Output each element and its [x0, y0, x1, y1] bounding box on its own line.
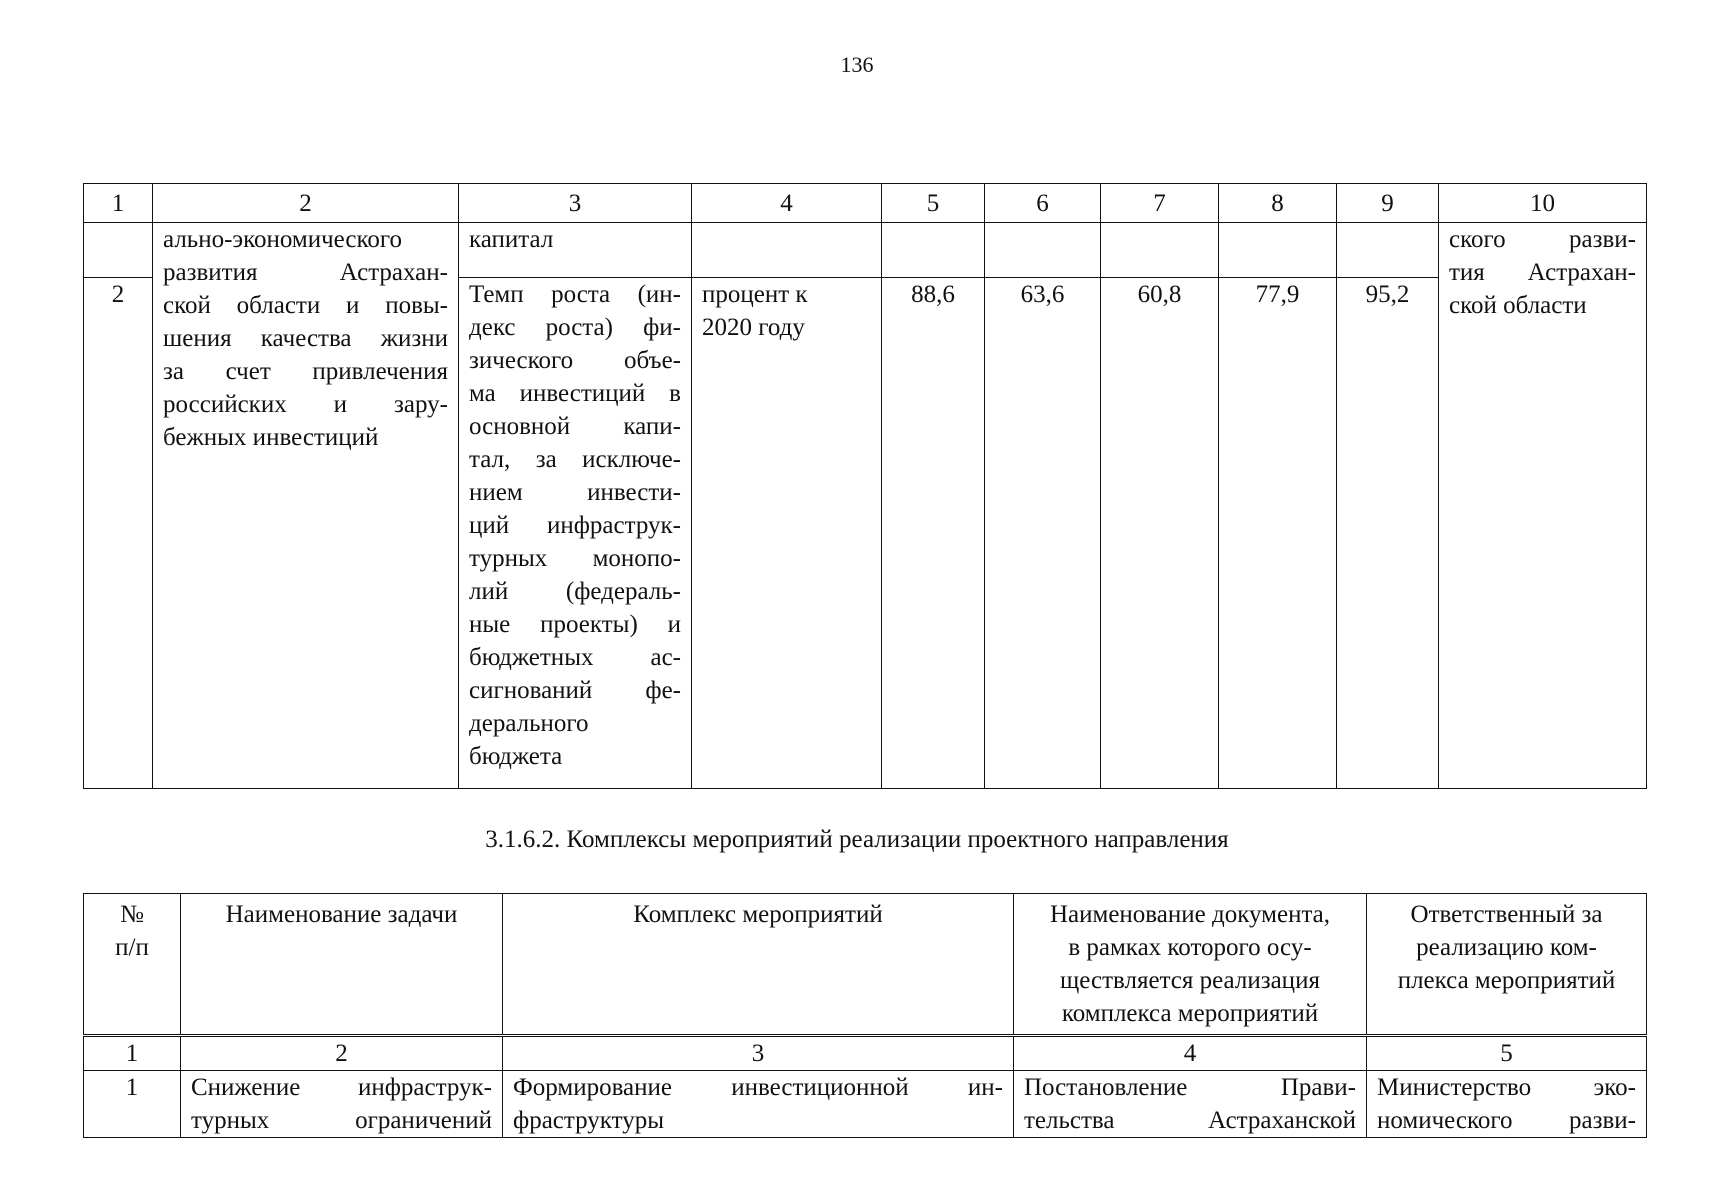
header-number: [84, 894, 181, 1036]
goal-line: российских и зару-: [163, 391, 448, 418]
header-line: №: [120, 901, 144, 928]
indicator-line: Темп роста (ин-: [469, 281, 681, 308]
indicator-line: декс роста) фи-: [469, 314, 681, 341]
unit-line: процент к: [702, 281, 808, 308]
value-cell: 60,8: [1101, 278, 1219, 789]
column-number: 7: [1101, 184, 1219, 223]
cell-empty: [1101, 223, 1219, 278]
value-cell: 63,6: [985, 278, 1101, 789]
header-line: ществляется реализация: [1060, 967, 1320, 994]
goal-line: ской области и повы-: [163, 292, 448, 319]
column-number: 2: [153, 184, 459, 223]
goal-line: шения качества жизни: [163, 325, 448, 352]
header-line: в рамках которого осу-: [1068, 934, 1312, 961]
goal-line: за счет привлечения: [163, 358, 448, 385]
column-number: 8: [1219, 184, 1337, 223]
indicator-line: ма инвестиций в: [469, 380, 681, 407]
header-line: Наименование документа,: [1049, 901, 1331, 928]
header-line: плекса мероприятий: [1397, 967, 1616, 994]
indicator-line: нием инвести-: [469, 479, 681, 506]
cell-empty: [985, 223, 1101, 278]
document-line: тельства Астраханской: [1024, 1107, 1356, 1134]
indicator-line: тал, за исключе-: [469, 446, 681, 473]
indicator-line: дерального: [469, 710, 589, 737]
task-line: Снижение инфраструк-: [191, 1074, 492, 1101]
goal-line: развития Астрахан-: [163, 259, 448, 286]
indicator-line: ций инфраструк-: [469, 512, 681, 539]
indicator-line: зического объе-: [469, 347, 681, 374]
responsible-line: тия Астрахан-: [1449, 259, 1636, 286]
task-cell: [181, 1071, 503, 1138]
indicators-table: [83, 183, 1647, 789]
responsible-cell: [1367, 1071, 1647, 1138]
indicator-line: сигнований фе-: [469, 677, 681, 704]
value-cell: 88,6: [882, 278, 985, 789]
header-complex: [503, 894, 1014, 1036]
header-responsible: [1367, 894, 1647, 1036]
section-heading: 3.1.6.2. Комплексы мероприятий реализации проектного направления: [485, 826, 1229, 853]
column-number: 3: [459, 184, 692, 223]
column-number: 5: [1367, 1036, 1647, 1071]
indicator-line: лий (федераль-: [469, 578, 681, 605]
indicator-cell-continuation: капитал: [459, 223, 692, 278]
complex-cell: [503, 1071, 1014, 1138]
responsible-line: ского разви-: [1449, 226, 1636, 253]
row-number: 1: [84, 1071, 181, 1138]
cell-empty: [84, 223, 153, 278]
complex-line: Формирование инвестиционной ин-: [513, 1074, 1003, 1101]
header-line: Наименование задачи: [225, 901, 458, 928]
task-line: турных ограничений: [191, 1107, 492, 1134]
column-number: 6: [985, 184, 1101, 223]
indicator-line: ные проекты) и: [469, 611, 681, 638]
column-number: 4: [1014, 1036, 1367, 1071]
goal-line: ально-экономического: [163, 226, 403, 253]
header-task: [181, 894, 503, 1036]
header-line: Комплекс мероприятий: [633, 901, 883, 928]
header-line: реализацию ком-: [1416, 934, 1597, 961]
page-number: 136: [840, 52, 874, 77]
document-cell: [1014, 1071, 1367, 1138]
goal-line: бежных инвестиций: [163, 424, 379, 451]
table-header-row: [84, 894, 1647, 1036]
cell-empty: [1219, 223, 1337, 278]
header-document: [1014, 894, 1367, 1036]
responsible-cell: [1439, 223, 1647, 789]
responsible-line: ской области: [1449, 292, 1587, 319]
unit-cell: [692, 278, 882, 789]
indicator-line: турных монопо-: [469, 545, 681, 572]
indicator-line: основной капи-: [469, 413, 681, 440]
column-number: 9: [1337, 184, 1439, 223]
indicator-cell: [459, 278, 692, 789]
goal-cell: [153, 223, 459, 789]
column-number: 1: [84, 184, 153, 223]
cell-empty: [882, 223, 985, 278]
responsible-line: номического разви-: [1377, 1107, 1636, 1134]
responsible-line: Министерство эко-: [1377, 1074, 1636, 1101]
header-line: комплекса мероприятий: [1061, 1000, 1319, 1027]
indicator-line: бюджета: [469, 743, 563, 770]
table-header-row: [84, 184, 1647, 223]
value-cell: 77,9: [1219, 278, 1337, 789]
column-number: 10: [1439, 184, 1647, 223]
column-number: 4: [692, 184, 882, 223]
column-number: 2: [181, 1036, 503, 1071]
indicator-line: бюджетных ас-: [469, 644, 681, 671]
unit-line: 2020 году: [702, 314, 805, 341]
value-cell: 95,2: [1337, 278, 1439, 789]
column-number: 5: [882, 184, 985, 223]
measures-table: [83, 893, 1647, 1138]
cell-empty: [1337, 223, 1439, 278]
header-line: Ответственный за: [1410, 901, 1603, 928]
column-number-row: [84, 1036, 1647, 1071]
table-row: [84, 1071, 1647, 1138]
column-number: 1: [84, 1036, 181, 1071]
header-line: п/п: [115, 934, 149, 961]
column-number: 3: [503, 1036, 1014, 1071]
table-row-continuation: [84, 223, 1647, 278]
row-number: 2: [84, 278, 153, 789]
complex-line: фраструктуры: [513, 1107, 665, 1134]
cell-empty: [692, 223, 882, 278]
document-line: Постановление Прави-: [1024, 1074, 1356, 1101]
